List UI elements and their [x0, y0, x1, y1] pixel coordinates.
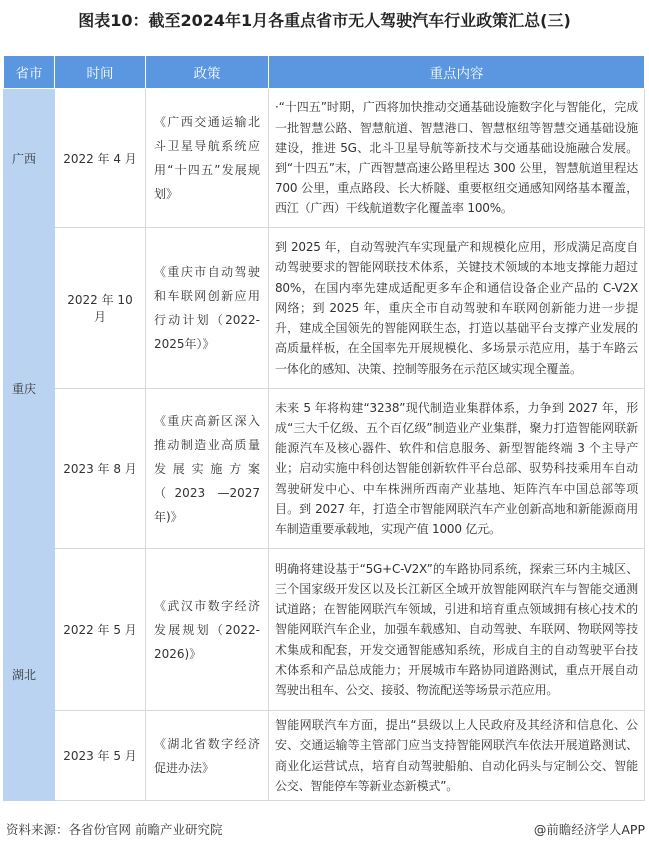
- header-content: 重点内容: [269, 56, 645, 89]
- policy-table: [3, 55, 645, 801]
- time-cell: 2023 年 5 月: [55, 711, 146, 801]
- content-cell: ·“十四五”时期，广西将加快推动交通基础设施数字化与智能化，完成一批智慧公路、智慧航道、智慧港口、智慧枢纽等智慧交通基础设施建设，推进 5G、北斗卫星导航等新技术与交通基础设施融合发展。到“十四五”末，广西智慧高速公路里程达 300 公里，智慧航道里程达 700 公里，重点路段、长大桥隧、重要枢纽交通感知网络基本覆盖，西江（广西）干线航道数字化覆盖率 100%。: [269, 89, 645, 228]
- policy-cell: 《武汉市数字经济发展规划（2022-2026)》: [146, 549, 269, 711]
- header-province: 省市: [4, 56, 55, 89]
- policy-cell: 《重庆高新区深入推动制造业高质量发展实施方案（2023 —2027 年)》: [146, 389, 269, 549]
- page-title: 图表10：截至2024年1月各重点省市无人驾驶汽车行业政策汇总(三): [78, 11, 571, 30]
- policy-cell: 《广西交通运输北斗卫星导航系统应用“十四五”发展规划》: [146, 89, 269, 228]
- source-note: 资料来源：各省份官网 前瞻产业研究院: [6, 822, 223, 837]
- content-cell: 到 2025 年，自动驾驶汽车实现量产和规模化应用，形成满足高度自动驾驶要求的智能网联技术体系，关键技术领域的本地支撑能力超过80%，在国内率先建成适配更多车企和通信设备企业产品的 C-V2X 网络；到 2025 年，重庆全市自动驾驶和车联网创新能力进一步提升，建成全国领先的智能网联生态，打造以基础平台支撑产业发展的高质量样板，在全国率先开展规模化、多场景示范应用，基于车路云一体化的感知、决策、控制等服务在示范区域实现全覆盖。: [269, 228, 645, 389]
- time-cell: 2023 年 8 月: [55, 389, 146, 549]
- province-cell: 重庆: [4, 228, 55, 549]
- policy-cell: 《湖北省数字经济促进办法》: [146, 711, 269, 801]
- table-row: [4, 549, 645, 711]
- province-cell: 广西: [4, 89, 55, 228]
- table-row: [4, 389, 645, 549]
- header-time: 时间: [55, 56, 146, 89]
- header-policy: 政策: [146, 56, 269, 89]
- brand-credit: @前瞻经济学人APP: [533, 822, 645, 837]
- table-row: [4, 228, 645, 389]
- time-cell: 2022 年 10 月: [55, 228, 146, 389]
- time-cell: 2022 年 4 月: [55, 89, 146, 228]
- time-cell: 2022 年 5 月: [55, 549, 146, 711]
- content-cell: 未来 5 年将构建“3238”现代制造业集群体系，力争到 2027 年，形成“三大千亿级、五个百亿级”制造业产业集群，聚力打造智能网联新能源汽车及核心器件、软件和信息服务、新型智能终端 3 个主导产业；启动实施中科创达智能创新软件平台总部、驭势科技乘用车自动驾驶研发中心、中车株洲所西南产业基地、矩阵汽车中国总部等项目。到 2027 年，打造全市智能网联汽车产业创新高地和新能源商用车制造重要承载地，实现产值 1000 亿元。: [269, 389, 645, 549]
- table-row: [4, 89, 645, 228]
- table-header: [4, 56, 645, 89]
- policy-cell: 《重庆市自动驾驶和车联网创新应用行动计划（2022-2025年）》: [146, 228, 269, 389]
- province-cell: 湖北: [4, 549, 55, 801]
- content-cell: 智能网联汽车方面，提出“县级以上人民政府及其经济和信息化、公安、交通运输等主管部门应当支持智能网联汽车依法开展道路测试、商业化运营试点，培育自动驾驶船舶、自动化码头与定制公交、智能公交、智能停车等新业态新模式”。: [269, 711, 645, 801]
- table-row: [4, 711, 645, 801]
- content-cell: 明确将建设基于“5G+C-V2X”的车路协同系统，探索三环内主城区、三个国家级开发区以及长江新区全域开放智能网联汽车与智能交通测试道路；在智能网联汽车领域，引进和培育重点领域拥有核心技术的智能网联汽车企业，加强车载感知、自动驾驶、车联网、物联网等技术集成和配套，开发交通智能感知系统，形成自主的自动驾驶平台技术体系和产品总成能力；开展城市车路协同道路测试，重点开展自动驾驶出租车、公交、接驳、物流配送等场景示范应用。: [269, 549, 645, 711]
